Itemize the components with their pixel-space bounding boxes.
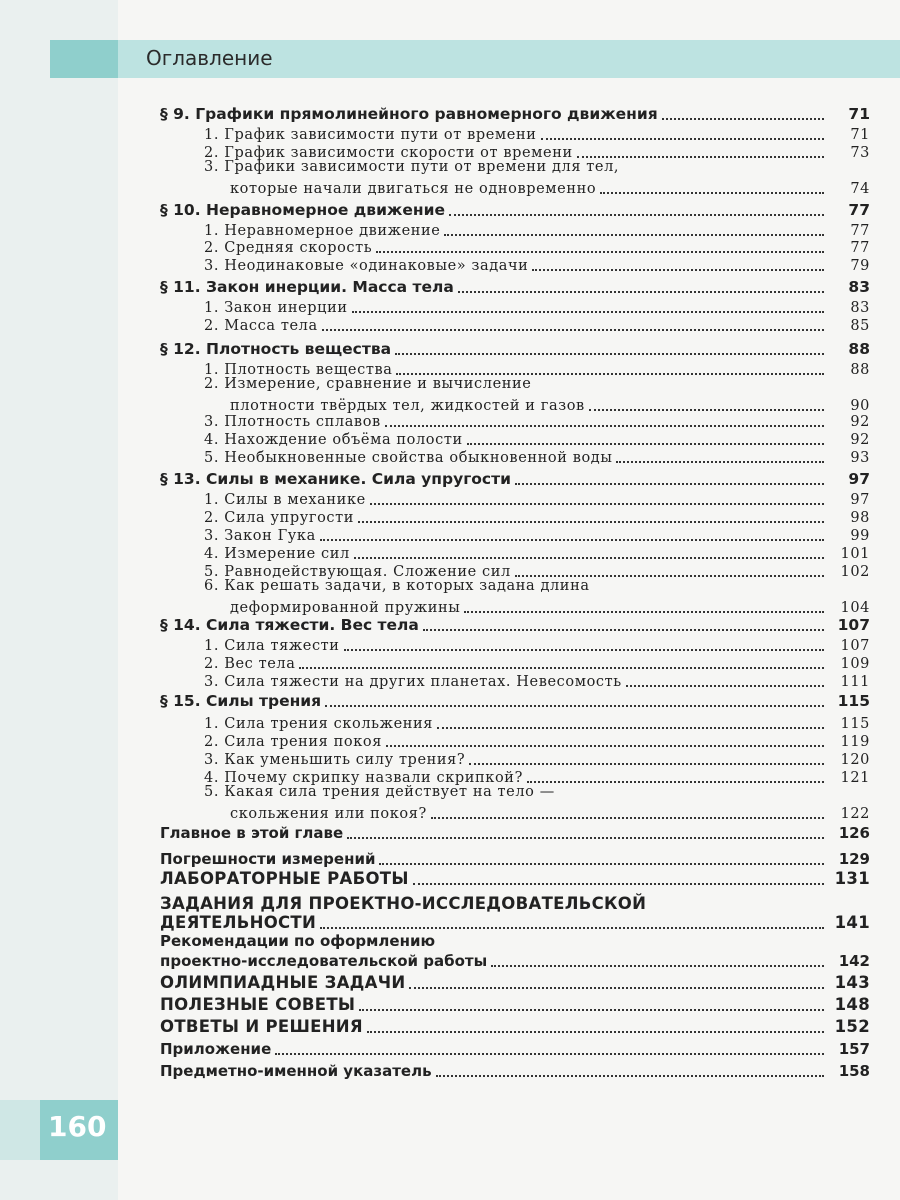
- toc-entry-title: § 14. Сила тяжести. Вес тела: [160, 616, 419, 634]
- dot-leader: [379, 853, 824, 865]
- toc-entry-title: ПОЛЕЗНЫЕ СОВЕТЫ: [160, 995, 356, 1014]
- dot-leader: [626, 675, 824, 687]
- toc-entry: [230, 177, 870, 197]
- toc-entry-title: ОЛИМПИАДНЫЕ ЗАДАЧИ: [160, 973, 406, 992]
- toc-entry-title: 4. Измерение сил: [204, 546, 350, 562]
- dot-leader: [320, 917, 824, 929]
- toc-entry-page: 101: [840, 546, 870, 562]
- toc-entry-page: 71: [848, 105, 870, 123]
- dot-leader: [325, 695, 824, 707]
- toc-entry-title: 2. Измерение, сравнение и вычисление: [204, 376, 532, 392]
- dot-leader: [532, 259, 824, 271]
- dot-leader: [376, 241, 824, 253]
- toc-entry-title: § 10. Неравномерное движение: [160, 201, 445, 219]
- toc-entry: [204, 254, 870, 274]
- toc-entry: [230, 802, 870, 822]
- dot-leader: [437, 717, 824, 729]
- toc-entry-title: 1. Неравномерное движение: [204, 223, 441, 239]
- toc-entry-page: 77: [848, 201, 870, 219]
- toc-entry-page: 115: [837, 692, 870, 710]
- toc-entry-page: 122: [840, 806, 870, 822]
- dot-leader: [344, 639, 824, 651]
- toc-entry: [204, 123, 870, 143]
- toc-entry-page: 88: [848, 340, 870, 358]
- toc-entry-title: 2. Масса тела: [204, 318, 318, 334]
- dot-leader: [322, 319, 824, 331]
- dot-leader: [491, 955, 824, 967]
- toc-entry-title: 3. Графики зависимости пути от времени для тел,: [204, 159, 620, 175]
- toc-entry: [230, 596, 870, 616]
- toc-entry: [204, 488, 870, 508]
- toc-entry-title: Рекомендации по оформлению: [160, 932, 436, 950]
- toc-entry-title: Предметно-именной указатель: [160, 1062, 432, 1080]
- dot-leader: [515, 473, 824, 485]
- toc-entry: [204, 560, 870, 580]
- toc-entry-page: 111: [840, 674, 870, 690]
- dot-leader: [352, 301, 824, 313]
- toc-entry-page: 158: [838, 1062, 870, 1080]
- dot-leader: [354, 547, 824, 559]
- page-number: 160: [48, 1110, 107, 1143]
- toc-entry-title: 3. Сила тяжести на других планетах. Невесомость: [204, 674, 622, 690]
- toc-entry-page: 98: [850, 510, 870, 526]
- dot-leader: [469, 753, 824, 765]
- dot-leader: [449, 204, 824, 216]
- toc-entry-title: § 9. Графики прямолинейного равномерного движения: [160, 105, 658, 123]
- toc-entry-page: 157: [838, 1040, 870, 1058]
- toc-entry: [204, 542, 870, 562]
- toc-entry-title: 4. Нахождение объёма полости: [204, 432, 463, 448]
- toc-entry-page: 148: [834, 995, 870, 1014]
- toc-entry-page: 92: [850, 414, 870, 430]
- toc-entry-title: 5. Необыкновенные свойства обыкновенной воды: [204, 450, 613, 466]
- toc-entry: [160, 848, 870, 868]
- dot-leader: [527, 771, 824, 783]
- dot-leader: [577, 146, 824, 158]
- toc-entry: [160, 199, 870, 219]
- toc-entry-title: 4. Почему скрипку назвали скрипкой?: [204, 770, 523, 786]
- toc-entry-page: 83: [850, 300, 870, 316]
- toc-entry: [204, 358, 870, 378]
- toc-entry-page: 74: [850, 181, 870, 197]
- dot-leader: [413, 873, 824, 885]
- toc-entry-page: 77: [850, 240, 870, 256]
- toc-entry-page: 119: [840, 734, 870, 750]
- toc-entry-title: § 12. Плотность вещества: [160, 340, 392, 358]
- toc-entry-title: 2. График зависимости скорости от времени: [204, 145, 573, 161]
- toc-entry: [160, 614, 870, 634]
- toc-entry-page: 129: [838, 850, 870, 868]
- toc-entry-title: ОТВЕТЫ И РЕШЕНИЯ: [160, 1017, 363, 1036]
- toc-entry-title: 1. Силы в механике: [204, 492, 366, 508]
- dot-leader: [320, 529, 824, 541]
- dot-leader: [370, 493, 824, 505]
- toc-entry-page: 85: [850, 318, 870, 334]
- toc-entry-page: 102: [840, 564, 870, 580]
- toc-entry: [160, 468, 870, 488]
- toc-entry-title: 1. Закон инерции: [204, 300, 348, 316]
- dot-leader: [385, 415, 824, 427]
- toc-entry: [204, 524, 870, 544]
- toc-entry: [160, 950, 870, 970]
- toc-entry: [160, 690, 870, 710]
- toc-entry-page: 109: [840, 656, 870, 672]
- toc-entry-page: 97: [850, 492, 870, 508]
- toc-entry-page: 120: [840, 752, 870, 768]
- dot-leader: [662, 108, 824, 120]
- toc-entry-page: 99: [850, 528, 870, 544]
- toc-entry-page: 79: [850, 258, 870, 274]
- toc-entry-page: 141: [834, 913, 870, 932]
- dot-leader: [467, 433, 824, 445]
- toc-entry: [204, 236, 870, 256]
- toc-entry-title: Погрешности измерений: [160, 850, 376, 868]
- toc-entry-title: 2. Сила трения покоя: [204, 734, 382, 750]
- toc-entry: [204, 670, 870, 690]
- toc-entry: [204, 634, 870, 654]
- toc-entry-page: 93: [850, 450, 870, 466]
- toc-entry-page: 142: [838, 952, 870, 970]
- toc-entry: [204, 766, 870, 786]
- toc-entry-page: 77: [850, 223, 870, 239]
- toc-entry: [160, 103, 870, 123]
- toc-entry-page: 121: [840, 770, 870, 786]
- toc-entry: [204, 730, 870, 750]
- toc-entry: [204, 446, 870, 466]
- toc-entry-title: Главное в этой главе: [160, 824, 344, 842]
- dot-leader: [444, 224, 824, 236]
- toc-entry: [160, 338, 870, 358]
- toc-entry: [160, 1060, 870, 1080]
- dot-leader: [464, 601, 824, 613]
- toc-entry-title: ЛАБОРАТОРНЫЕ РАБОТЫ: [160, 869, 409, 888]
- dot-leader: [409, 977, 824, 989]
- toc-entry-page: 83: [848, 278, 870, 296]
- toc-entry-title: 3. Плотность сплавов: [204, 414, 381, 430]
- toc-entry-page: 90: [850, 398, 870, 414]
- dot-leader: [616, 451, 824, 463]
- dot-leader: [396, 363, 824, 375]
- toc-entry-title: ДЕЯТЕЛЬНОСТИ: [160, 913, 317, 932]
- dot-leader: [541, 128, 824, 140]
- toc-entry-title: деформированной пружины: [230, 600, 461, 616]
- dot-leader: [367, 1021, 824, 1033]
- toc-entry-title: 1. График зависимости пути от времени: [204, 127, 537, 143]
- toc-entry-title: § 11. Закон инерции. Масса тела: [160, 278, 454, 296]
- toc-entry-page: 126: [838, 824, 870, 842]
- toc-entry-page: 152: [834, 1017, 870, 1036]
- toc-entry-title: плотности твёрдых тел, жидкостей и газов: [230, 398, 585, 414]
- dot-leader: [431, 807, 824, 819]
- toc-entry-page: 97: [848, 470, 870, 488]
- toc-entry: [160, 868, 870, 888]
- toc-entry: [160, 276, 870, 296]
- dot-leader: [386, 735, 824, 747]
- toc-entry-title: 2. Средняя скорость: [204, 240, 373, 256]
- page-title: Оглавление: [146, 46, 273, 70]
- toc-entry: [204, 712, 870, 732]
- toc-entry-page: 71: [850, 127, 870, 143]
- toc-entry: [204, 506, 870, 526]
- toc-entry-title: 3. Закон Гука: [204, 528, 316, 544]
- toc-entry-page: 143: [834, 973, 870, 992]
- toc-entry-title: Приложение: [160, 1040, 272, 1058]
- dot-leader: [347, 827, 824, 839]
- toc-entry-page: 131: [834, 869, 870, 888]
- toc-entry: [160, 822, 870, 842]
- toc-entry-title: 2. Вес тела: [204, 656, 296, 672]
- toc-entry: [160, 1038, 870, 1058]
- toc-entry: [160, 972, 870, 992]
- dot-leader: [395, 343, 824, 355]
- toc-entry: [204, 428, 870, 448]
- toc-entry-title: 5. Равнодействующая. Сложение сил: [204, 564, 511, 580]
- toc-entry: [204, 141, 870, 161]
- toc-entry: [204, 296, 870, 316]
- toc-entry-title: § 15. Силы трения: [160, 692, 322, 710]
- toc-entry-title: 3. Как уменьшить силу трения?: [204, 752, 466, 768]
- dot-leader: [359, 999, 824, 1011]
- toc-entry-title: § 13. Силы в механике. Сила упругости: [160, 470, 511, 488]
- toc-entry-page: 88: [850, 362, 870, 378]
- dot-leader: [600, 182, 824, 194]
- dot-leader: [436, 1065, 824, 1077]
- dot-leader: [299, 657, 824, 669]
- toc-entry-title: 3. Неодинаковые «одинаковые» задачи: [204, 258, 529, 274]
- toc-entry-title: 6. Как решать задачи, в которых задана длина: [204, 578, 590, 594]
- dot-leader: [275, 1043, 824, 1055]
- toc-entry: [204, 410, 870, 430]
- toc-entry-title: 1. Сила тяжести: [204, 638, 340, 654]
- toc-entry-title: скольжения или покоя?: [230, 806, 427, 822]
- dot-leader: [515, 565, 824, 577]
- toc-entry: [160, 994, 870, 1014]
- toc-entry-title: которые начали двигаться не одновременно: [230, 181, 597, 197]
- dot-leader: [358, 511, 824, 523]
- toc-entry-page: 107: [837, 616, 870, 634]
- toc-entry: [160, 912, 870, 932]
- toc-entry-page: 107: [840, 638, 870, 654]
- toc-entry-title: ЗАДАНИЯ ДЛЯ ПРОЕКТНО-ИССЛЕДОВАТЕЛЬСКОЙ: [160, 894, 647, 913]
- toc-entry-page: 104: [840, 600, 870, 616]
- toc-entry: [204, 748, 870, 768]
- toc-entry-title: 1. Плотность вещества: [204, 362, 393, 378]
- toc-entry-title: проектно-исследовательской работы: [160, 952, 488, 970]
- toc-entry: [204, 652, 870, 672]
- toc-entry-page: 73: [850, 145, 870, 161]
- toc-entry-title: 5. Какая сила трения действует на тело —: [204, 784, 555, 800]
- toc-entry: [204, 314, 870, 334]
- toc-entry: [160, 1016, 870, 1036]
- toc-entry-page: 115: [840, 716, 870, 732]
- toc-entry-title: 1. Сила трения скольжения: [204, 716, 434, 732]
- dot-leader: [458, 281, 824, 293]
- toc-entry-page: 92: [850, 432, 870, 448]
- dot-leader: [423, 619, 824, 631]
- toc-entry-title: 2. Сила упругости: [204, 510, 355, 526]
